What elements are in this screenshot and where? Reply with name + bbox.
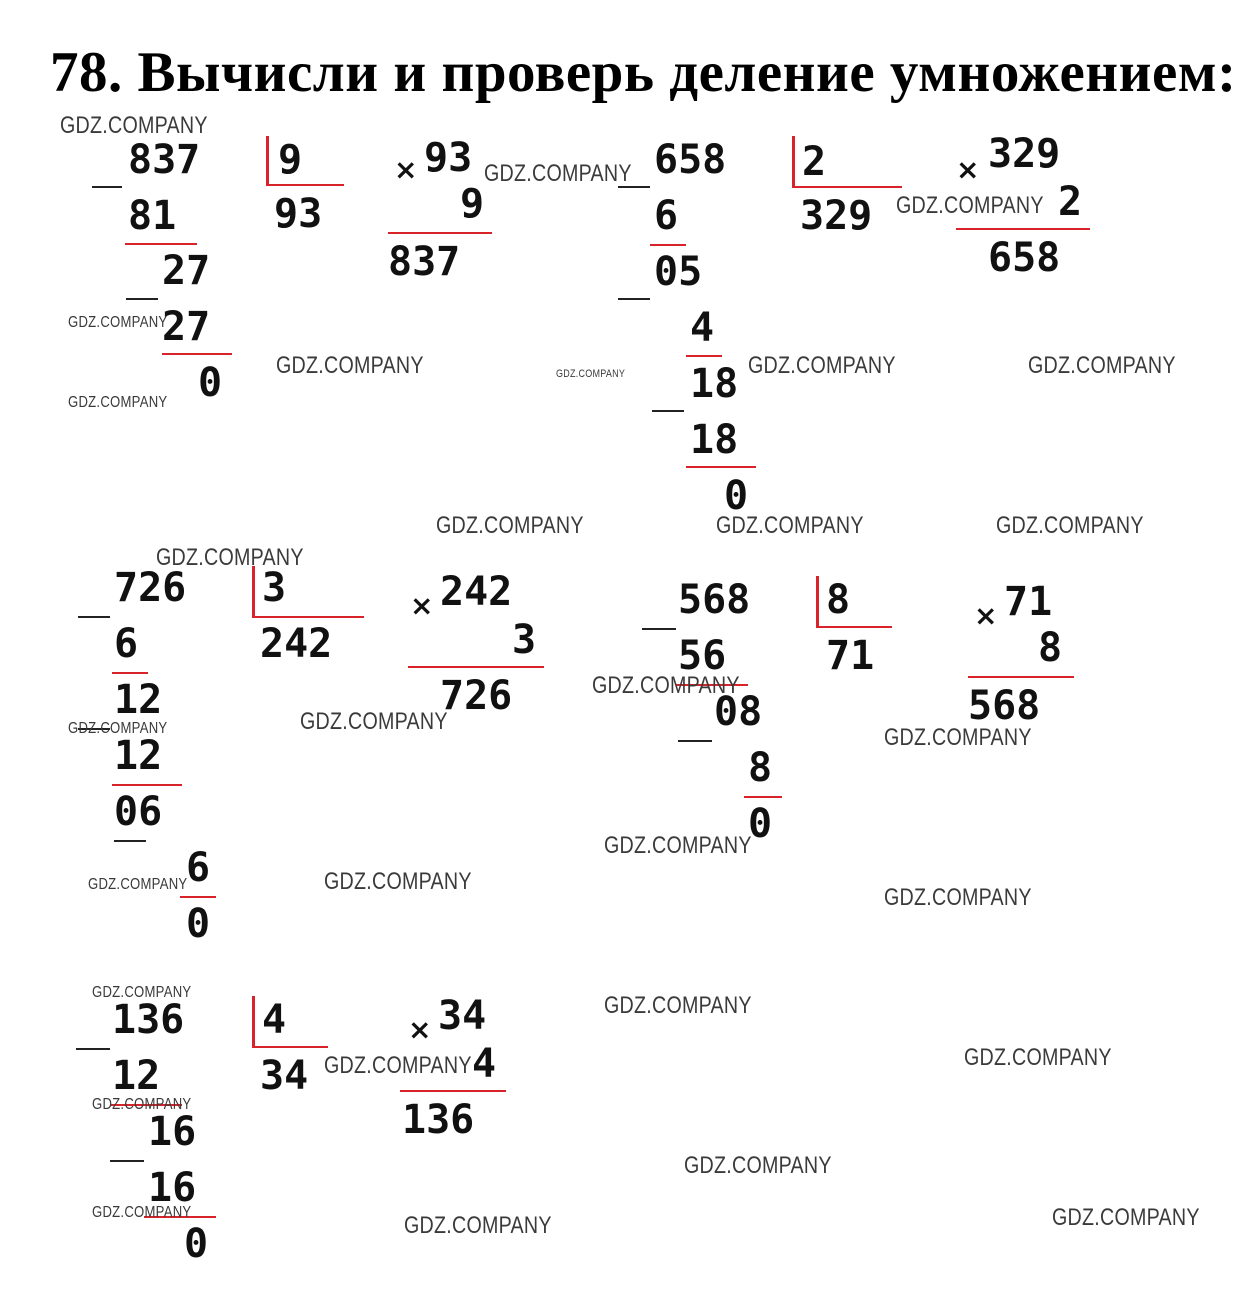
step-subtrahend: 18 <box>690 417 739 463</box>
check-multiplicand: 34 <box>438 993 487 1039</box>
times-sign: × <box>408 1013 432 1046</box>
watermark: GDZ.COMPANY <box>604 992 752 1019</box>
dividend: 568 <box>678 577 751 623</box>
division-bracket-vertical <box>792 136 795 188</box>
step-subtrahend: 8 <box>748 745 773 791</box>
step-subtrahend: 6 <box>186 845 211 891</box>
watermark: GDZ.COMPANY <box>68 314 168 331</box>
dividend: 658 <box>654 137 727 183</box>
watermark: GDZ.COMPANY <box>68 394 168 411</box>
step-remainder: 18 <box>690 361 739 407</box>
watermark: GDZ.COMPANY <box>592 672 740 699</box>
minus-sign <box>678 740 712 742</box>
check-multiplier: 2 <box>1058 179 1083 225</box>
division-bracket-vertical <box>266 136 269 186</box>
watermark: GDZ.COMPANY <box>68 720 168 737</box>
minus-sign <box>114 840 146 842</box>
final-remainder: 0 <box>184 1221 209 1267</box>
watermark: GDZ.COMPANY <box>604 832 752 859</box>
step-subtrahend: 6 <box>654 193 679 239</box>
times-sign: × <box>410 589 434 622</box>
quotient: 242 <box>260 621 333 667</box>
step-subtrahend: 12 <box>114 733 163 779</box>
check-multiplier: 9 <box>460 181 485 227</box>
step-subtrahend: 27 <box>162 304 211 350</box>
dividend: 726 <box>114 565 187 611</box>
watermark: GDZ.COMPANY <box>1052 1204 1200 1231</box>
divisor: 9 <box>278 137 303 183</box>
division-bracket-horizontal <box>252 616 364 618</box>
step-remainder: 27 <box>162 248 211 294</box>
watermark: GDZ.COMPANY <box>964 1044 1112 1071</box>
check-product: 568 <box>968 683 1041 729</box>
quotient: 93 <box>274 191 323 237</box>
final-remainder: 0 <box>724 473 749 519</box>
quotient: 34 <box>260 1053 309 1099</box>
division-bracket-horizontal <box>816 626 892 628</box>
divisor: 2 <box>802 139 827 185</box>
watermark: GDZ.COMPANY <box>276 352 424 379</box>
step-subtrahend: 56 <box>678 633 727 679</box>
step-underline <box>650 244 686 246</box>
times-sign: × <box>956 153 980 186</box>
watermark: GDZ.COMPANY <box>748 352 896 379</box>
step-subtrahend: 4 <box>690 305 715 351</box>
step-underline <box>686 466 756 468</box>
step-subtrahend: 12 <box>112 1053 161 1099</box>
watermark: GDZ.COMPANY <box>884 884 1032 911</box>
product-line <box>408 666 544 668</box>
minus-sign <box>126 298 158 300</box>
final-remainder: 0 <box>198 360 223 406</box>
check-product: 658 <box>988 235 1061 281</box>
check-multiplicand: 71 <box>1004 579 1053 625</box>
step-underline <box>686 355 722 357</box>
final-remainder: 0 <box>748 801 773 847</box>
check-product: 726 <box>440 673 513 719</box>
watermark: GDZ.COMPANY <box>404 1212 552 1239</box>
watermark: GDZ.COMPANY <box>996 512 1144 539</box>
divisor: 8 <box>826 577 851 623</box>
watermark: GDZ.COMPANY <box>896 192 1044 219</box>
step-underline <box>125 243 197 245</box>
step-remainder: 12 <box>114 677 163 723</box>
product-line <box>388 232 492 234</box>
step-underline <box>112 672 148 674</box>
step-remainder: 06 <box>114 789 163 835</box>
watermark: GDZ.COMPANY <box>300 708 448 735</box>
step-underline <box>180 896 216 898</box>
watermark: GDZ.COMPANY <box>1028 352 1176 379</box>
watermark: GDZ.COMPANY <box>92 1204 192 1221</box>
watermark: GDZ.COMPANY <box>436 512 584 539</box>
watermark: GDZ.COMPANY <box>884 724 1032 751</box>
check-product: 136 <box>402 1097 475 1143</box>
times-sign: × <box>394 153 418 186</box>
minus-sign <box>92 186 122 188</box>
dividend: 837 <box>128 137 201 183</box>
check-multiplier: 3 <box>512 617 537 663</box>
watermark: GDZ.COMPANY <box>324 1052 472 1079</box>
step-remainder: 05 <box>654 249 703 295</box>
quotient: 329 <box>800 193 873 239</box>
watermark: GDZ.COMPANY <box>556 368 626 380</box>
check-multiplier: 4 <box>472 1041 497 1087</box>
watermark: GDZ.COMPANY <box>88 876 188 893</box>
watermark: GDZ.COMPANY <box>60 112 208 139</box>
watermark: GDZ.COMPANY <box>92 984 192 1001</box>
watermark: GDZ.COMPANY <box>324 868 472 895</box>
minus-sign <box>642 628 676 630</box>
step-underline <box>744 796 782 798</box>
minus-sign <box>76 1048 110 1050</box>
times-sign: × <box>974 599 998 632</box>
divisor: 3 <box>262 565 287 611</box>
division-bracket-vertical <box>816 576 819 628</box>
step-remainder: 08 <box>714 689 763 735</box>
watermark: GDZ.COMPANY <box>484 160 632 187</box>
division-bracket-horizontal <box>792 186 902 188</box>
step-underline <box>112 784 182 786</box>
quotient: 71 <box>826 633 875 679</box>
watermark: GDZ.COMPANY <box>92 1096 192 1113</box>
step-underline <box>162 353 232 355</box>
dividend: 136 <box>112 997 185 1043</box>
check-multiplicand: 93 <box>424 135 473 181</box>
minus-sign <box>652 410 684 412</box>
product-line <box>400 1090 506 1092</box>
minus-sign <box>618 298 650 300</box>
product-line <box>968 676 1074 678</box>
check-product: 837 <box>388 239 461 285</box>
product-line <box>956 228 1090 230</box>
watermark: GDZ.COMPANY <box>684 1152 832 1179</box>
step-subtrahend: 6 <box>114 621 139 667</box>
check-multiplicand: 242 <box>440 569 513 615</box>
step-remainder: 16 <box>148 1109 197 1155</box>
check-multiplicand: 329 <box>988 131 1061 177</box>
division-bracket-horizontal <box>266 184 344 186</box>
step-subtrahend: 16 <box>148 1165 197 1211</box>
minus-sign <box>110 1160 144 1162</box>
division-bracket-vertical <box>252 566 255 618</box>
watermark: GDZ.COMPANY <box>156 544 304 571</box>
step-subtrahend: 81 <box>128 193 177 239</box>
minus-sign <box>78 616 110 618</box>
check-multiplier: 8 <box>1038 625 1063 671</box>
final-remainder: 0 <box>186 901 211 947</box>
divisor: 4 <box>262 997 287 1043</box>
division-bracket-horizontal <box>252 1046 328 1048</box>
watermark: GDZ.COMPANY <box>716 512 864 539</box>
division-bracket-vertical <box>252 996 255 1048</box>
exercise-title: 78. Вычисли и проверь деление умножением: <box>50 41 1237 104</box>
